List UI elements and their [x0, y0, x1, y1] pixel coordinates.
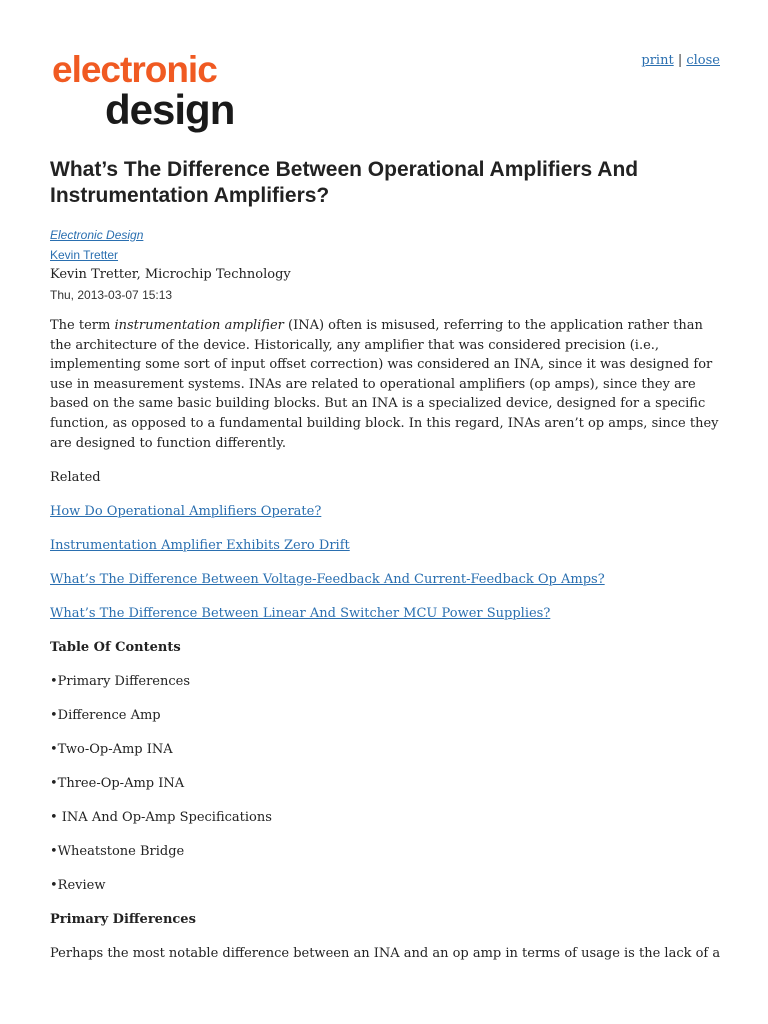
source-link[interactable]: Electronic Design	[50, 228, 144, 242]
toc-heading: Table Of Contents	[50, 639, 181, 655]
section-paragraph: Perhaps the most notable difference between an INA and an op amp in terms of usage is the lack of a	[50, 945, 721, 961]
print-close-links	[641, 53, 720, 68]
toc-item: •Primary Differences	[50, 673, 190, 689]
intro-emphasis: instrumentation amplifier	[114, 318, 284, 333]
article-title: What’s The Difference Between Operational Amplifiers And Instrumentation Amplifiers?	[50, 158, 639, 207]
toc-item: •Review	[50, 877, 106, 893]
byline: Kevin Tretter, Microchip Technology	[50, 267, 291, 282]
toc-item: •Two-Op-Amp INA	[50, 741, 173, 757]
toc-item: • INA And Op-Amp Specifications	[50, 809, 272, 825]
intro-text-start: The term	[50, 318, 115, 333]
related-item	[50, 502, 722, 536]
related-label: Related	[50, 469, 101, 485]
related-link-2[interactable]: Instrumentation Amplifier Exhibits Zero Drift	[50, 537, 350, 553]
related-link-1[interactable]: How Do Operational Amplifiers Operate?	[50, 503, 322, 519]
related-item	[50, 604, 722, 638]
svg-text:electronic: electronic	[52, 49, 217, 90]
intro-text-rest: (INA) often is misused, referring to the application rather than the architecture of the device. Historically, any amplifier that was considered precision (i.e., implementing some sort of input offset correction) was considered an INA, since it was designed for use in measurement systems. INAs are related to operational amplifiers (op amps), since they are based on the same basic building blocks. But an INA is a specialized device, designed for a specific function, as opposed to a fundamental building block. In this regard, INAs aren’t op amps, since they are designed to function differently.	[50, 318, 719, 451]
author-link[interactable]: Kevin Tretter	[50, 248, 119, 262]
article-meta	[50, 225, 722, 305]
close-link[interactable]: close	[686, 53, 720, 68]
publish-date: Thu, 2013-03-07 15:13	[50, 288, 173, 302]
related-link-3[interactable]: What’s The Difference Between Voltage-Feedback And Current-Feedback Op Amps?	[50, 571, 605, 587]
links-separator: |	[677, 53, 683, 68]
related-link-4[interactable]: What’s The Difference Between Linear And Switcher MCU Power Supplies?	[50, 605, 551, 621]
svg-text:design: design	[105, 86, 235, 133]
toc-item: •Three-Op-Amp INA	[50, 775, 185, 791]
toc-item: •Difference Amp	[50, 707, 161, 723]
print-link[interactable]: print	[641, 53, 674, 68]
electronic-design-logo	[50, 48, 240, 138]
section-heading: Primary Differences	[50, 911, 196, 927]
article-body	[50, 316, 722, 978]
related-item	[50, 570, 722, 604]
related-item	[50, 536, 722, 570]
toc-item: •Wheatstone Bridge	[50, 843, 185, 859]
intro-paragraph	[50, 316, 722, 453]
